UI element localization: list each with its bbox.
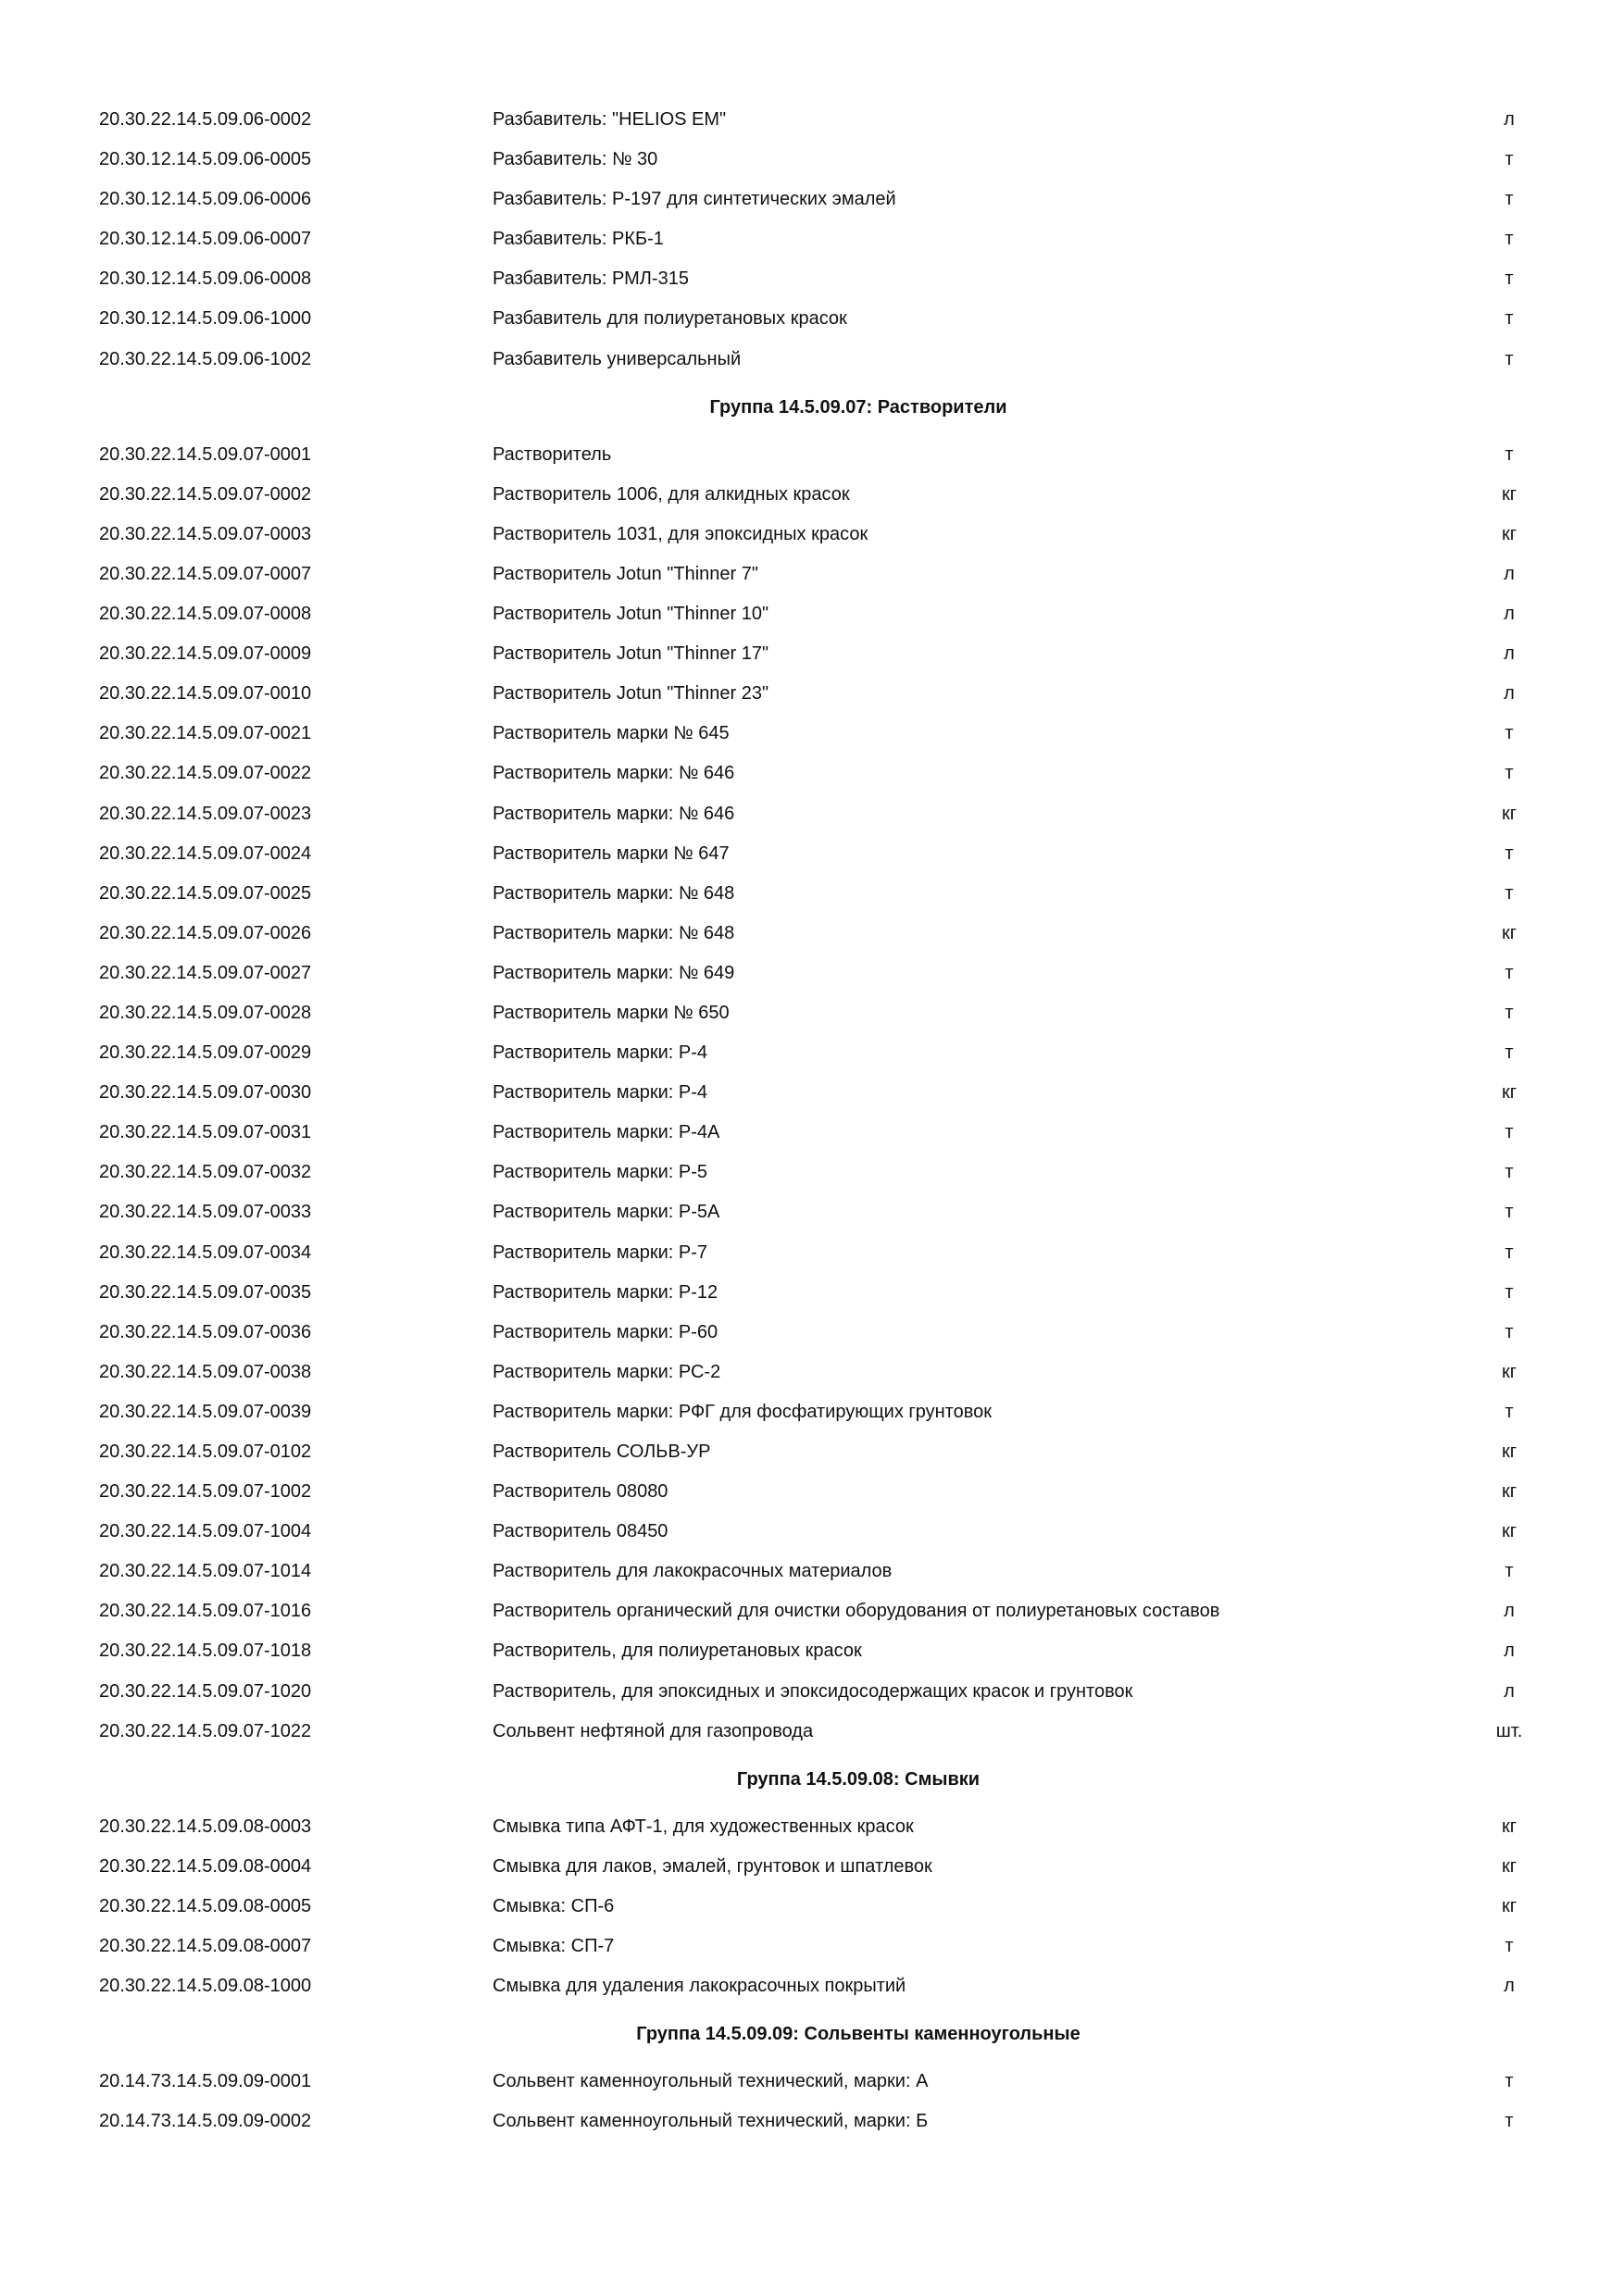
row-unit: т [1505, 1042, 1514, 1064]
table-row [0, 754, 1624, 793]
table-row [0, 993, 1624, 1033]
row-unit: кг [1501, 523, 1518, 544]
table-row [0, 515, 1624, 555]
row-code: 20.30.22.14.5.09.08-0007 [99, 1936, 312, 1957]
row-unit: т [1505, 1281, 1514, 1303]
row-name: Растворитель марки: Р-7 [493, 1242, 707, 1263]
group-heading: Группа 14.5.09.09: Сольвенты каменноугольные [636, 2024, 1081, 2045]
row-unit: кг [1501, 922, 1518, 943]
row-name: Разбавитель: № 30 [493, 149, 658, 170]
row-name: Растворитель марки: Р-4 [493, 1082, 707, 1104]
table-row [0, 1631, 1624, 1671]
row-code: 20.30.12.14.5.09.06-0006 [99, 189, 312, 210]
row-unit: л [1504, 109, 1515, 130]
row-unit: кг [1501, 1361, 1518, 1382]
row-code: 20.30.22.14.5.09.07-0034 [99, 1242, 312, 1263]
document-page [0, 100, 1624, 2141]
row-code: 20.30.12.14.5.09.06-0007 [99, 229, 312, 250]
row-code: 20.30.22.14.5.09.06-1002 [99, 348, 312, 369]
table-row [0, 1966, 1624, 2006]
table-row [0, 914, 1624, 954]
group-heading: Группа 14.5.09.07: Растворители [709, 396, 1007, 418]
row-name: Растворитель марки: Р-5А [493, 1202, 720, 1223]
table-row [0, 555, 1624, 594]
row-unit: кг [1501, 1481, 1518, 1503]
row-name: Растворитель, для эпоксидных и эпоксидосодержащих красок и грунтовок [493, 1680, 1133, 1702]
row-name: Растворитель марки: Р-5 [493, 1162, 707, 1183]
row-code: 20.30.22.14.5.09.07-0029 [99, 1042, 312, 1064]
row-name: Растворитель 08080 [493, 1481, 668, 1503]
row-unit: л [1504, 1601, 1515, 1622]
row-name: Растворитель, для полиуретановых красок [493, 1641, 862, 1662]
row-unit: т [1505, 962, 1514, 983]
row-name: Разбавитель: Р-197 для синтетических эмалей [493, 189, 896, 210]
row-code: 20.30.22.14.5.09.07-0024 [99, 842, 312, 864]
row-unit: т [1505, 1561, 1514, 1582]
row-code: 20.30.22.14.5.09.07-1022 [99, 1720, 312, 1741]
table-row [0, 100, 1624, 140]
row-name: Растворитель марки: Р-4 [493, 1042, 707, 1064]
row-unit: т [1505, 268, 1514, 290]
table-row [0, 259, 1624, 299]
row-name: Растворитель органический для очистки оборудования от полиуретановых составов [493, 1601, 1220, 1622]
row-name: Растворитель 1031, для эпоксидных красок [493, 523, 868, 544]
row-name: Растворитель марки № 650 [493, 1002, 730, 1023]
table-row [0, 1192, 1624, 1232]
table-row [0, 1672, 1624, 1712]
row-code: 20.30.12.14.5.09.06-0008 [99, 268, 312, 290]
row-code: 20.30.22.14.5.09.07-0032 [99, 1162, 312, 1183]
row-unit: л [1504, 563, 1515, 584]
table-row [0, 2062, 1624, 2102]
row-name: Сольвент каменноугольный технический, марки: А [493, 2071, 929, 2092]
row-unit: л [1504, 604, 1515, 625]
row-code: 20.30.22.14.5.09.07-0026 [99, 922, 312, 943]
row-code: 20.30.22.14.5.09.07-1004 [99, 1521, 312, 1542]
row-name: Растворитель марки: РС-2 [493, 1361, 721, 1382]
row-code: 20.30.22.14.5.09.07-0002 [99, 483, 312, 505]
row-name: Смывка для удаления лакокрасочных покрытий [493, 1976, 906, 1997]
row-name: Растворитель марки: Р-60 [493, 1321, 718, 1342]
table-row [0, 834, 1624, 874]
row-code: 20.30.22.14.5.09.07-0028 [99, 1002, 312, 1023]
table-row [0, 1712, 1624, 1752]
row-code: 20.30.22.14.5.09.07-0036 [99, 1321, 312, 1342]
row-code: 20.30.22.14.5.09.08-1000 [99, 1976, 312, 1997]
row-name: Растворитель марки: № 646 [493, 763, 735, 784]
row-code: 20.30.22.14.5.09.07-0022 [99, 763, 312, 784]
row-name: Растворитель марки: № 648 [493, 922, 735, 943]
row-code: 20.30.12.14.5.09.06-0005 [99, 149, 312, 170]
row-code: 20.30.22.14.5.09.07-0001 [99, 443, 312, 465]
table-row [0, 1392, 1624, 1432]
row-unit: т [1505, 2111, 1514, 2132]
table-row [0, 1591, 1624, 1631]
table-row [0, 1472, 1624, 1512]
row-name: Растворитель 08450 [493, 1521, 668, 1542]
row-code: 20.30.22.14.5.09.08-0003 [99, 1816, 312, 1837]
row-name: Растворитель СОЛЬВ-УР [493, 1441, 711, 1462]
row-unit: т [1505, 229, 1514, 250]
row-name: Растворитель марки № 647 [493, 842, 730, 864]
row-unit: л [1504, 643, 1515, 665]
table-row [0, 714, 1624, 754]
row-name: Смывка для лаков, эмалей, грунтовок и шпатлевок [493, 1855, 932, 1877]
table-row [0, 299, 1624, 339]
table-row [0, 1432, 1624, 1472]
row-code: 20.30.22.14.5.09.07-1020 [99, 1680, 312, 1702]
row-code: 20.30.22.14.5.09.07-1014 [99, 1561, 312, 1582]
row-name: Растворитель марки № 645 [493, 723, 730, 744]
row-unit: т [1505, 1162, 1514, 1183]
table-row [0, 1033, 1624, 1073]
group-heading: Группа 14.5.09.08: Смывки [736, 1768, 981, 1790]
row-code: 20.30.22.14.5.09.07-1018 [99, 1641, 312, 1662]
row-unit: т [1505, 1242, 1514, 1263]
row-code: 20.14.73.14.5.09.09-0001 [99, 2071, 312, 2092]
row-code: 20.30.22.14.5.09.07-0023 [99, 803, 312, 824]
table-row [0, 1273, 1624, 1313]
table-row [0, 674, 1624, 714]
row-code: 20.30.22.14.5.09.07-0021 [99, 723, 312, 744]
row-code: 20.14.73.14.5.09.09-0002 [99, 2111, 312, 2132]
table-row [0, 1313, 1624, 1353]
row-unit: т [1505, 1401, 1514, 1422]
row-unit: кг [1501, 803, 1518, 824]
row-name: Растворитель Jotun "Thinner 17" [493, 643, 769, 665]
row-name: Разбавитель универсальный [493, 348, 742, 369]
row-unit: кг [1501, 1855, 1518, 1877]
row-name: Разбавитель: РМЛ-315 [493, 268, 689, 290]
row-code: 20.30.22.14.5.09.07-0007 [99, 563, 312, 584]
table-row [0, 1073, 1624, 1113]
row-code: 20.30.22.14.5.09.07-0031 [99, 1122, 312, 1143]
row-unit: т [1505, 348, 1514, 369]
row-code: 20.30.22.14.5.09.07-0009 [99, 643, 312, 665]
row-name: Растворитель марки: № 648 [493, 882, 735, 904]
row-unit: л [1504, 1680, 1515, 1702]
row-unit: т [1505, 1936, 1514, 1957]
row-code: 20.30.22.14.5.09.07-0035 [99, 1281, 312, 1303]
row-code: 20.30.22.14.5.09.07-0025 [99, 882, 312, 904]
row-unit: т [1505, 149, 1514, 170]
row-name: Растворитель Jotun "Thinner 7" [493, 563, 758, 584]
row-code: 20.30.22.14.5.09.07-0039 [99, 1401, 312, 1422]
row-name: Растворитель марки: РФГ для фосфатирующих грунтовок [493, 1401, 992, 1422]
row-unit: кг [1501, 1816, 1518, 1837]
table-row [0, 435, 1624, 475]
row-name: Растворитель [493, 443, 612, 465]
table-row [0, 2102, 1624, 2141]
row-code: 20.30.12.14.5.09.06-1000 [99, 308, 312, 330]
table-row [0, 1512, 1624, 1552]
row-unit: т [1505, 308, 1514, 330]
row-name: Растворитель Jotun "Thinner 23" [493, 683, 769, 705]
row-unit: т [1505, 882, 1514, 904]
row-name: Смывка: СП-7 [493, 1936, 615, 1957]
row-unit: т [1505, 1122, 1514, 1143]
row-unit: т [1505, 723, 1514, 744]
table-row [0, 180, 1624, 219]
table-row [0, 1233, 1624, 1273]
row-name: Сольвент нефтяной для газопровода [493, 1720, 814, 1741]
row-name: Растворитель для лакокрасочных материалов [493, 1561, 893, 1582]
row-code: 20.30.22.14.5.09.07-0102 [99, 1441, 312, 1462]
row-unit: т [1505, 443, 1514, 465]
row-unit: л [1504, 1641, 1515, 1662]
table-row [0, 1552, 1624, 1591]
row-name: Растворитель марки: Р-4А [493, 1122, 720, 1143]
row-unit: т [1505, 842, 1514, 864]
table-row [0, 1807, 1624, 1847]
row-code: 20.30.22.14.5.09.07-1016 [99, 1601, 312, 1622]
row-unit: т [1505, 1002, 1514, 1023]
row-unit: т [1505, 763, 1514, 784]
row-unit: кг [1501, 483, 1518, 505]
row-name: Разбавитель для полиуретановых красок [493, 308, 847, 330]
row-code: 20.30.22.14.5.09.07-0033 [99, 1202, 312, 1223]
table-row [0, 794, 1624, 834]
row-unit: л [1504, 683, 1515, 705]
row-name: Смывка: СП-6 [493, 1895, 615, 1916]
table-row [0, 475, 1624, 515]
row-name: Смывка типа АФТ-1, для художественных красок [493, 1816, 914, 1837]
row-unit: кг [1501, 1441, 1518, 1462]
row-unit: л [1504, 1976, 1515, 1997]
row-unit: шт. [1495, 1720, 1523, 1741]
table-row [0, 634, 1624, 674]
row-code: 20.30.22.14.5.09.07-1002 [99, 1481, 312, 1503]
row-unit: т [1505, 1202, 1514, 1223]
table-row [0, 954, 1624, 993]
row-name: Разбавитель: "HELIOS EM" [493, 109, 727, 130]
row-name: Разбавитель: РКБ-1 [493, 229, 664, 250]
row-unit: т [1505, 189, 1514, 210]
row-code: 20.30.22.14.5.09.07-0003 [99, 523, 312, 544]
row-code: 20.30.22.14.5.09.06-0002 [99, 109, 312, 130]
row-code: 20.30.22.14.5.09.07-0030 [99, 1082, 312, 1104]
row-code: 20.30.22.14.5.09.07-0038 [99, 1361, 312, 1382]
table-row [0, 594, 1624, 634]
table-row [0, 1353, 1624, 1392]
row-unit: кг [1501, 1521, 1518, 1542]
row-code: 20.30.22.14.5.09.07-0010 [99, 683, 312, 705]
row-unit: кг [1501, 1895, 1518, 1916]
table-row [0, 1887, 1624, 1927]
row-code: 20.30.22.14.5.09.08-0004 [99, 1855, 312, 1877]
row-unit: т [1505, 2071, 1514, 2092]
row-name: Растворитель 1006, для алкидных красок [493, 483, 850, 505]
table-row [0, 874, 1624, 914]
table-row [0, 1113, 1624, 1153]
row-unit: т [1505, 1321, 1514, 1342]
table-row [0, 340, 1624, 380]
table-row [0, 1847, 1624, 1887]
table-row [0, 140, 1624, 180]
table-row [0, 1153, 1624, 1192]
row-unit: кг [1501, 1082, 1518, 1104]
row-code: 20.30.22.14.5.09.08-0005 [99, 1895, 312, 1916]
row-code: 20.30.22.14.5.09.07-0008 [99, 604, 312, 625]
row-name: Растворитель Jotun "Thinner 10" [493, 604, 769, 625]
row-name: Растворитель марки: Р-12 [493, 1281, 718, 1303]
row-name: Растворитель марки: № 649 [493, 962, 735, 983]
row-name: Растворитель марки: № 646 [493, 803, 735, 824]
table-row [0, 219, 1624, 259]
table-row [0, 1927, 1624, 1966]
row-name: Сольвент каменноугольный технический, марки: Б [493, 2111, 929, 2132]
row-code: 20.30.22.14.5.09.07-0027 [99, 962, 312, 983]
